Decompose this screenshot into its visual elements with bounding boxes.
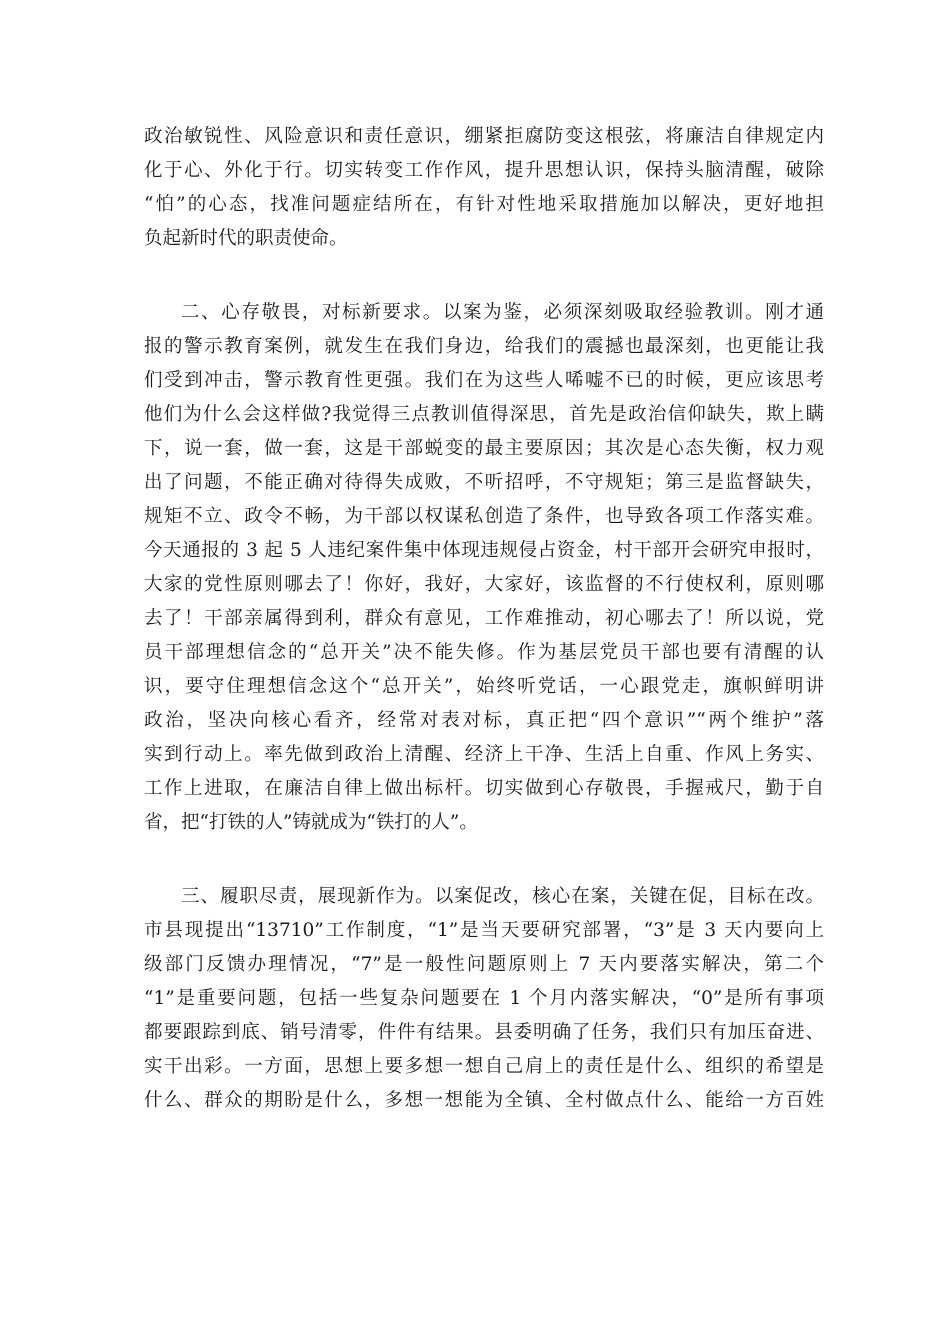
text-line: 化于心、外化于行。切实转变工作作风，提升思想认识，保持头脑清醒，破除	[144, 160, 824, 181]
paragraph-spacer	[144, 840, 824, 880]
text-line: 员干部理想信念的“总开关”决不能失修。作为基层党员干部也要有清醒的认	[144, 642, 824, 663]
text-line: 去了！干部亲属得到利，群众有意见，工作难推动，初心哪去了！所以说，党	[144, 608, 824, 629]
text-line: 实到行动上。率先做到政治上清醒、经济上干净、生活上自重、作风上务实、	[144, 744, 824, 765]
text-line: 市县现提出“13710”工作制度，“1”是当天要研究部署，“3”是 3 天内要向上	[144, 920, 824, 941]
text-line: 都要跟踪到底、销号清零，件件有结果。县委明确了任务，我们只有加压奋进、	[144, 1022, 824, 1043]
text-line: 出了问题，不能正确对待得失成败，不听招呼，不守规矩；第三是监督缺失，	[144, 472, 824, 493]
text-line: 识，要守住理想信念这个“总开关”，始终听党话，一心跟党走，旗帜鲜明讲	[144, 676, 824, 697]
document-page	[144, 120, 824, 1118]
text-line: 们受到冲击，警示教育性更强。我们在为这些人唏嘘不已的时候，更应该思考	[144, 370, 824, 391]
paragraph-3	[144, 880, 824, 1118]
text-line: 负起新时代的职责使命。	[144, 228, 348, 249]
text-line: 实干出彩。一方面，思想上要多想一想自己肩上的责任是什么、组织的希望是	[144, 1056, 824, 1077]
text-line: “怕”的心态，找准问题症结所在，有针对性地采取措施加以解决，更好地担	[144, 194, 824, 215]
text-line: “1”是重要问题，包括一些复杂问题要在 1 个月内落实解决，“0”是所有事项	[144, 988, 824, 1009]
text-line: 二、心存敬畏，对标新要求。以案为鉴，必须深刻吸取经验教训。刚才通	[181, 302, 824, 323]
text-line: 三、履职尽责，展现新作为。以案促改，核心在案，关键在促，目标在改。	[181, 886, 824, 907]
paragraph-2	[144, 296, 824, 840]
text-line: 规矩不立、政令不畅，为干部以权谋私创造了条件，也导致各项工作落实难。	[144, 506, 824, 527]
paragraph-1	[144, 120, 824, 256]
text-line: 工作上进取，在廉洁自律上做出标杆。切实做到心存敬畏，手握戒尺，勤于自	[144, 778, 824, 799]
text-line: 今天通报的 3 起 5 人违纪案件集中体现违规侵占资金，村干部开会研究申报时，	[144, 540, 824, 561]
text-line: 政治，坚决向核心看齐，经常对表对标，真正把“四个意识”“两个维护”落	[144, 710, 824, 731]
text-line: 级部门反馈办理情况，“7”是一般性问题原则上 7 天内要落实解决，第二个	[144, 954, 824, 975]
text-line: 大家的党性原则哪去了！你好，我好，大家好，该监督的不行使权利，原则哪	[144, 574, 824, 595]
paragraph-spacer	[144, 256, 824, 296]
text-line: 报的警示教育案例，就发生在我们身边，给我们的震撼也最深刻，也更能让我	[144, 336, 824, 357]
text-line: 省，把“打铁的人”铸就成为“铁打的人”。	[144, 812, 478, 833]
text-line: 政治敏锐性、风险意识和责任意识，绷紧拒腐防变这根弦，将廉洁自律规定内	[144, 126, 824, 147]
text-line: 下，说一套，做一套，这是干部蜕变的最主要原因；其次是心态失衡，权力观	[144, 438, 824, 459]
text-line: 他们为什么会这样做?我觉得三点教训值得深思，首先是政治信仰缺失，欺上瞒	[144, 404, 824, 425]
text-line: 什么、群众的期盼是什么，多想一想能为全镇、全村做点什么、能给一方百姓	[144, 1090, 824, 1111]
